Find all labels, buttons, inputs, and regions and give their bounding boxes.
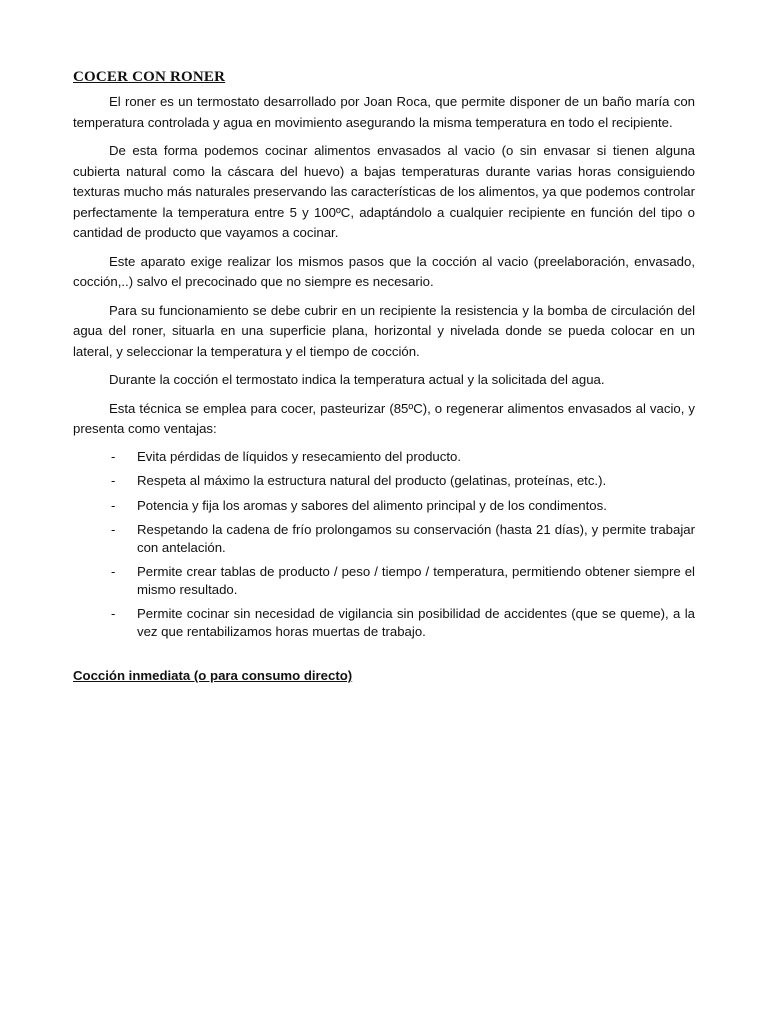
- dash-bullet: -: [111, 448, 116, 464]
- dash-bullet: -: [111, 522, 116, 537]
- document-page: [73, 66, 695, 686]
- list-item: [73, 521, 695, 556]
- list-item-text: Potencia y fija los aromas y sabores del alimento principal y de los condimentos.: [137, 497, 607, 513]
- list-item-text: Evita pérdidas de líquidos y resecamiento del producto.: [137, 448, 462, 464]
- section-heading: Cocción inmediata (o para consumo directo): [73, 668, 353, 683]
- list-item-text: Respetando la cadena de frío prolongamos su conservación (hasta 21 días), y permite trabajar con antelación.: [137, 522, 695, 555]
- list-item: [73, 448, 695, 466]
- document-title: COCER CON RONER: [73, 69, 226, 85]
- paragraph-thermostat: Durante la cocción el termostato indica la temperatura actual y la solicitada del agua.: [109, 372, 605, 387]
- dash-bullet: -: [111, 497, 116, 513]
- list-item: [73, 472, 695, 490]
- advantages-list: [73, 448, 695, 641]
- list-item-text: Permite cocinar sin necesidad de vigilancia sin posibilidad de accidentes (que se queme), a la vez que rentabilizamos horas muertas de trabajo.: [137, 606, 695, 639]
- paragraph-intro: El roner es un termostato desarrollado por Joan Roca, que permite disponer de un baño maría con temperatura controlada y agua en movimiento asegurando la misma temperatura en todo el recipiente.: [73, 94, 695, 130]
- list-item: [73, 605, 695, 640]
- list-item-text: Respeta al máximo la estructura natural del producto (gelatinas, proteínas, etc.).: [137, 473, 607, 488]
- list-item: [73, 563, 695, 598]
- paragraph-operation: Para su funcionamiento se debe cubrir en un recipiente la resistencia y la bomba de circulación del agua del roner, situarla en una superficie plana, horizontal y nivelada donde se pueda colocar en un lateral, y seleccionar la temperatura y el tiempo de cocción.: [73, 302, 695, 359]
- dash-bullet: -: [111, 606, 116, 621]
- list-item: [73, 497, 695, 515]
- dash-bullet: -: [111, 473, 116, 488]
- dash-bullet: -: [111, 564, 116, 579]
- paragraph-steps: Este aparato exige realizar los mismos pasos que la cocción al vacio (preelaboración, envasado, cocción,..) salvo el precocinado que no siempre es necesario.: [73, 253, 695, 289]
- paragraph-cooking-method: De esta forma podemos cocinar alimentos envasados al vacio (o sin envasar si tienen alguna cubierta natural como la cáscara del huevo) a bajas temperaturas durante varias horas consiguiendo texturas mucho más naturales preservando las características de los alimentos, ya que podemos controlar perfectamente la temperatura entre 5 y 100ºC, adaptándolo a cualquier recipiente en función del tipo o cantidad de producto que vayamos a cocinar.: [73, 143, 695, 240]
- list-item-text: Permite crear tablas de producto / peso / tiempo / temperatura, permitiendo obtener siempre el mismo resultado.: [137, 564, 695, 597]
- paragraph-advantages-intro: Esta técnica se emplea para cocer, pasteurizar (85ºC), o regenerar alimentos envasados al vacio, y presenta como ventajas:: [73, 400, 695, 436]
